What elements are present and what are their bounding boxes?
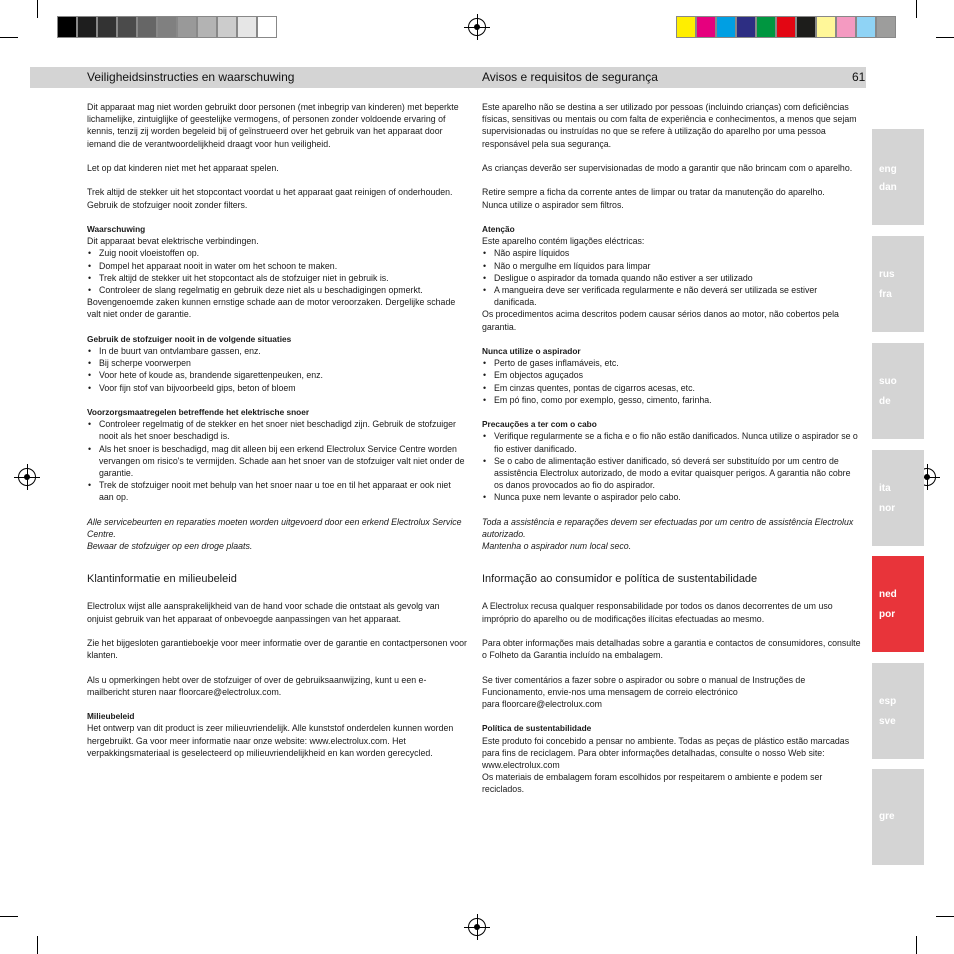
paragraph: Bovengenoemde zaken kunnen ernstige schade aan de motor veroorzaken. Dergelijke schade valt niet onder de garantie. [87, 297, 456, 320]
paragraph: Os procedimentos acima descritos podem causar sérios danos ao motor, não cobertos pela garantia. [482, 309, 839, 332]
color-swatch [97, 16, 117, 38]
paragraph: As crianças deverão ser supervisionadas de modo a garantir que não brincam com o aparelho. [482, 163, 853, 173]
header-right-title: Avisos e requisitos de segurança [482, 70, 658, 84]
color-swatch [696, 16, 716, 38]
registration-mark-icon [468, 18, 486, 36]
crop-mark [0, 916, 18, 917]
list-item: • Controleer de slang regelmatig en gebruik deze niet als u beschadigingen opmerkt. [87, 284, 467, 296]
color-swatch [57, 16, 77, 38]
list-item: • Voor hete of koude as, brandende sigarettenpeuken, enz. [87, 369, 467, 381]
language-tab-esp-sve[interactable] [872, 663, 924, 759]
list-item: • Em pó fino, como por exemplo, gesso, cimento, farinha. [482, 394, 862, 406]
language-tab-gre[interactable] [872, 769, 924, 865]
crop-mark [0, 37, 18, 38]
tab-label: eng [879, 164, 897, 175]
tab-label: fra [879, 289, 892, 300]
list-item: • Nunca puxe nem levante o aspirador pelo cabo. [482, 491, 862, 503]
header-left-title: Veiligheidsinstructies en waarschuwing [87, 70, 295, 84]
crop-mark [37, 936, 38, 954]
color-swatch [876, 16, 896, 38]
bullet-list [87, 345, 467, 394]
list-item: • Em objectos aguçados [482, 369, 862, 381]
tab-label: de [879, 396, 891, 407]
paragraph: Het ontwerp van dit product is zeer milieuvriendelijk. Alle kunststof onderdelen kunnen worden hergebruikt. Ga voor meer informatie naar onze website: www.electrolux.com. Het verpakkingsmateriaal is geselecteerd op milieuvriendelijkheid en kan worden gerecycled. [87, 723, 454, 758]
color-swatch [197, 16, 217, 38]
paragraph: para floorcare@electrolux.com [482, 699, 602, 710]
list-item: • Zuig nooit vloeistoffen op. [87, 247, 467, 259]
crop-mark [936, 916, 954, 917]
tab-label: dan [879, 182, 897, 193]
paragraph: Als u opmerkingen hebt over de stofzuiger of over de gebruiksaanwijzing, kunt u een e-mailbericht sturen naar floorcare@electrolux.com. [87, 674, 427, 697]
tab-label: ned [879, 589, 897, 600]
paragraph: Este aparelho contém ligações eléctricas: [482, 236, 645, 247]
list-item: • Als het snoer is beschadigd, mag dit alleen bij een erkend Electrolux Service Centre worden vervangen om risico's te vermijden. Schade aan het snoer van de stofzuiger valt niet onder de garantie. [87, 443, 467, 480]
tab-label: sve [879, 716, 896, 727]
registration-mark-icon [468, 918, 486, 936]
header-bar [30, 67, 866, 88]
italic-note: Alle servicebeurten en reparaties moeten worden uitgevoerd door een erkend Electrolux Service Centre. [87, 516, 462, 540]
color-swatch [237, 16, 257, 38]
list-item: • Não o mergulhe em líquidos para limpar [482, 260, 862, 272]
language-tab-ned-por[interactable] [872, 556, 924, 652]
registration-mark-icon [18, 468, 36, 486]
italic-note: Toda a assistência e reparações devem ser efectuadas por um centro de assistência Electrolux autorizado. [482, 516, 854, 540]
color-swatch [816, 16, 836, 38]
section-title: Klantinformatie en milieubeleid [87, 573, 237, 586]
paragraph: Nunca utilize o aspirador sem filtros. [482, 199, 624, 210]
color-swatch [736, 16, 756, 38]
language-tab-suo-de[interactable] [872, 343, 924, 439]
list-item: • Controleer regelmatig of de stekker en het snoer niet beschadigd zijn. Gebruik de stofzuiger nooit als het snoer beschadigd is. [87, 418, 467, 442]
list-item: • Desligue o aspirador da tomada quando não estiver a ser utilizado [482, 272, 862, 284]
color-swatch [137, 16, 157, 38]
portuguese-column [482, 101, 862, 796]
list-item: • Verifique regularmente se a ficha e o fio não estão danificados. Nunca utilize o aspirador se o fio estiver danificado. [482, 430, 862, 454]
crop-mark [37, 0, 38, 18]
bullet-list [87, 247, 467, 296]
crop-mark [936, 37, 954, 38]
grayscale-swatch-bar [57, 16, 277, 38]
color-swatch-bar [676, 16, 896, 38]
color-swatch [257, 16, 277, 38]
color-swatch [676, 16, 696, 38]
warning-heading: Atenção [482, 223, 515, 234]
list-item: • Em cinzas quentes, pontas de cigarros acesas, etc. [482, 382, 862, 394]
paragraph: Electrolux wijst alle aansprakelijkheid van de hand voor schade die ontstaat als gevolg van onjuist gebruik van het apparaat of onbevoegde aanpassingen van het apparaat. [87, 601, 440, 624]
language-tab-ita-nor[interactable] [872, 450, 924, 546]
language-tab-rus-fra[interactable] [872, 236, 924, 332]
paragraph: Os materiais de embalagem foram escolhidos por respeitarem o ambiente e podem ser reciclados. [482, 772, 823, 795]
tab-label: nor [879, 503, 896, 514]
section-heading: Precauções a ter com o cabo [482, 419, 597, 430]
color-swatch [117, 16, 137, 38]
paragraph: Let op dat kinderen niet met het apparaat spelen. [87, 163, 279, 173]
color-swatch [217, 16, 237, 38]
bullet-list [87, 418, 467, 503]
dutch-column [87, 101, 467, 759]
list-item: • Perto de gases inflamáveis, etc. [482, 357, 862, 369]
section-heading: Nunca utilize o aspirador [482, 346, 581, 356]
paragraph: Este aparelho não se destina a ser utilizado por pessoas (incluindo crianças) com deficiências físicas, sensitivas ou mentais ou com falta de experiência e conhecimentos, a menos que sejam supervisionadas ou instruídas no que se refere à utilização do aparelho por uma pessoa responsável pela sua segurança. [482, 102, 857, 149]
crop-mark [916, 0, 917, 18]
tab-label: por [879, 609, 896, 620]
tab-label: rus [879, 269, 895, 280]
bullet-list [482, 430, 862, 503]
list-item: • Dompel het apparaat nooit in water om het schoon te maken. [87, 260, 467, 272]
page-number: 61 [852, 70, 866, 84]
paragraph: Para obter informações mais detalhadas sobre a garantia e contactos de consumidores, consulte o Folheto da Garantia incluído na embalagem. [482, 638, 861, 661]
crop-mark [916, 936, 917, 954]
tab-label: esp [879, 696, 897, 707]
color-swatch [756, 16, 776, 38]
color-swatch [157, 16, 177, 38]
section-heading: Gebruik de stofzuiger nooit in de volgende situaties [87, 333, 292, 344]
paragraph: Se tiver comentários a fazer sobre o aspirador ou sobre o manual de Instruções de Funcionamento, envie-nos uma mensagem de correio electrónico [482, 674, 806, 697]
warning-heading: Waarschuwing [87, 223, 146, 234]
section-heading: Voorzorgsmaatregelen betreffende het elektrische snoer [87, 407, 310, 417]
color-swatch [856, 16, 876, 38]
paragraph: Dit apparaat bevat elektrische verbindingen. [87, 236, 259, 247]
tab-label: suo [879, 376, 897, 387]
language-tab-eng-dan[interactable] [872, 129, 924, 225]
paragraph: Gebruik de stofzuiger nooit zonder filters. [87, 199, 248, 210]
color-swatch [796, 16, 816, 38]
section-heading: Milieubeleid [87, 711, 135, 722]
tab-label: gre [879, 811, 895, 822]
color-swatch [177, 16, 197, 38]
color-swatch [776, 16, 796, 38]
paragraph: Retire sempre a ficha da corrente antes de limpar ou tratar da manutenção do aparelho. [482, 187, 825, 198]
list-item: • Bij scherpe voorwerpen [87, 357, 467, 369]
paragraph: Trek altijd de stekker uit het stopcontact voordat u het apparaat gaat reinigen of onderhouden. [87, 187, 453, 198]
section-title: Informação ao consumidor e política de sustentabilidade [482, 573, 758, 586]
paragraph: Este produto foi concebido a pensar no ambiente. Todas as peças de plástico estão marcadas para fins de reciclagem. Para obter informações detalhadas, consulte o nosso Web site: www.electrolux.com [482, 735, 850, 771]
paragraph: Dit apparaat mag niet worden gebruikt door personen (met inbegrip van kinderen) met beperkte lichamelijke, zintuiglijke of geestelijke vermogens, of personen zonder voldoende ervaring of kennis, tenzij zij worden begeleid bij of geïnstrueerd over het gebruik van het apparaat door iemand die de verantwoordelijkheid draagt voor hun veiligheid. [87, 102, 459, 149]
italic-note: Bewaar de stofzuiger op een droge plaats. [87, 541, 253, 552]
color-swatch [716, 16, 736, 38]
paragraph: A Electrolux recusa qualquer responsabilidade por todos os danos decorrentes de um uso impróprio do aparelho ou de modificações ilícitas efectuadas ao mesmo. [482, 601, 833, 624]
list-item: • Se o cabo de alimentação estiver danificado, só deverá ser substituído por um centro de assistência Electrolux autorizado, de modo a evitar quaisquer perigos. A garantia não cobre os danos provocados ao fio do aspirador. [482, 455, 862, 492]
paragraph: Zie het bijgesloten garantieboekje voor meer informatie over de garantie en contactpersonen voor klanten. [87, 638, 467, 661]
list-item: • In de buurt van ontvlambare gassen, enz. [87, 345, 467, 357]
color-swatch [836, 16, 856, 38]
list-item: • Voor fijn stof van bijvoorbeeld gips, beton of bloem [87, 382, 467, 394]
color-swatch [77, 16, 97, 38]
list-item: • A mangueira deve ser verificada regularmente e não deverá ser utilizada se estiver danificada. [482, 284, 862, 308]
tab-label: ita [879, 483, 891, 494]
bullet-list [482, 357, 862, 406]
list-item: • Não aspire líquidos [482, 247, 862, 259]
section-heading: Política de sustentabilidade [482, 723, 592, 734]
list-item: • Trek altijd de stekker uit het stopcontact als de stofzuiger niet in gebruik is. [87, 272, 467, 284]
list-item: • Trek de stofzuiger nooit met behulp van het snoer naar u toe en til het apparaat er ook niet aan op. [87, 479, 467, 503]
italic-note: Mantenha o aspirador num local seco. [482, 541, 632, 552]
bullet-list [482, 247, 862, 308]
